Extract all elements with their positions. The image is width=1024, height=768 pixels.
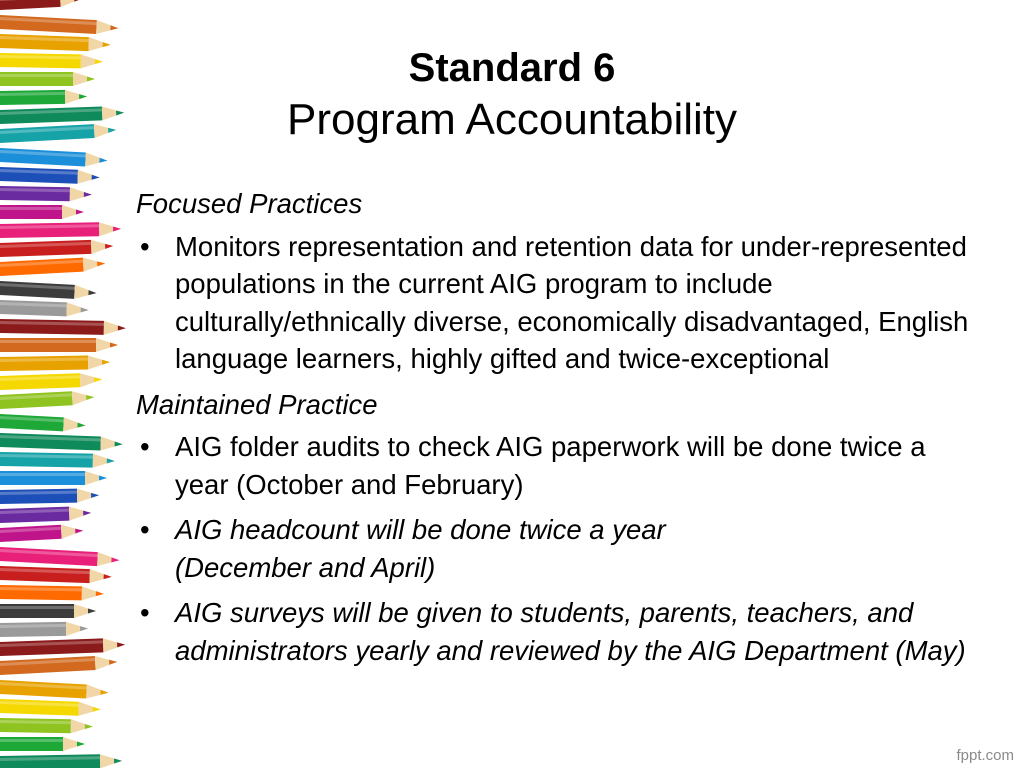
bullet-text-line2: (December and April) [175,551,436,583]
pencil [0,655,118,676]
pencil [0,452,115,468]
pencil [0,72,95,86]
pencil [0,34,111,52]
pencil [0,89,87,105]
bullet-item [136,228,976,378]
title-block [120,44,904,148]
pencil [0,679,109,699]
pencil [0,621,88,637]
slide-title: Standard 6 [408,46,616,90]
pencil [0,737,85,751]
pencil [0,167,100,185]
pencil [0,355,110,371]
bullet-dot: • [140,514,150,545]
pencil [0,300,89,317]
section-heading-maintained: Maintained Practice [136,388,378,420]
bullet-dot: • [140,431,150,462]
bullet-text: AIG surveys will be given to students, parents, teachers, and administrators yearly and reviewed by the AIG Department (May) [175,597,966,666]
pencil [0,239,113,257]
pencil [0,585,104,601]
pencil [0,106,124,125]
slide-subtitle: Program Accountability [287,95,737,144]
pencil [0,205,84,219]
pencil [0,338,118,352]
pencil [0,147,108,167]
pencil [0,506,91,524]
bullet-item [136,511,976,586]
pencil [0,186,92,202]
pencil [0,524,84,543]
pencil [0,433,123,452]
bullet-dot: • [140,230,150,262]
watermark: fppt.com [956,747,1014,764]
pencil [0,14,119,35]
pencil [0,638,125,657]
bullet-item [136,594,976,669]
pencil [0,488,99,504]
pencil [0,319,126,335]
bullet-text: AIG folder audits to check AIG paperwork will be done twice a year (October and February) [175,431,926,500]
bullet-text: Monitors representation and retention data for under-represented populations in the current AIG program to include culturally/ethnically diverse, economically disadvantaged, English language learners, highly gifted and twice-exceptional [175,230,969,374]
pencil [0,718,93,734]
pencil [0,413,86,432]
bullet-item [136,428,976,503]
pencil [0,372,102,390]
pencil [0,257,106,277]
pencil [0,280,97,300]
pencil [0,566,112,584]
pencil [0,0,83,11]
section-heading-focused: Focused Practices [136,188,363,219]
pencil [0,123,117,144]
pencil [0,546,120,567]
pencil [0,699,101,717]
pencil [0,604,96,618]
slide-content [136,185,976,677]
bullet-dot: • [140,597,150,628]
pencil [0,390,95,409]
pencil [0,471,107,485]
pencil [0,754,122,768]
pencil [0,53,103,69]
bullet-text-line1: AIG headcount will be done twice a year [175,514,666,545]
pencil [0,222,121,238]
colored-pencils-decoration [0,0,140,768]
